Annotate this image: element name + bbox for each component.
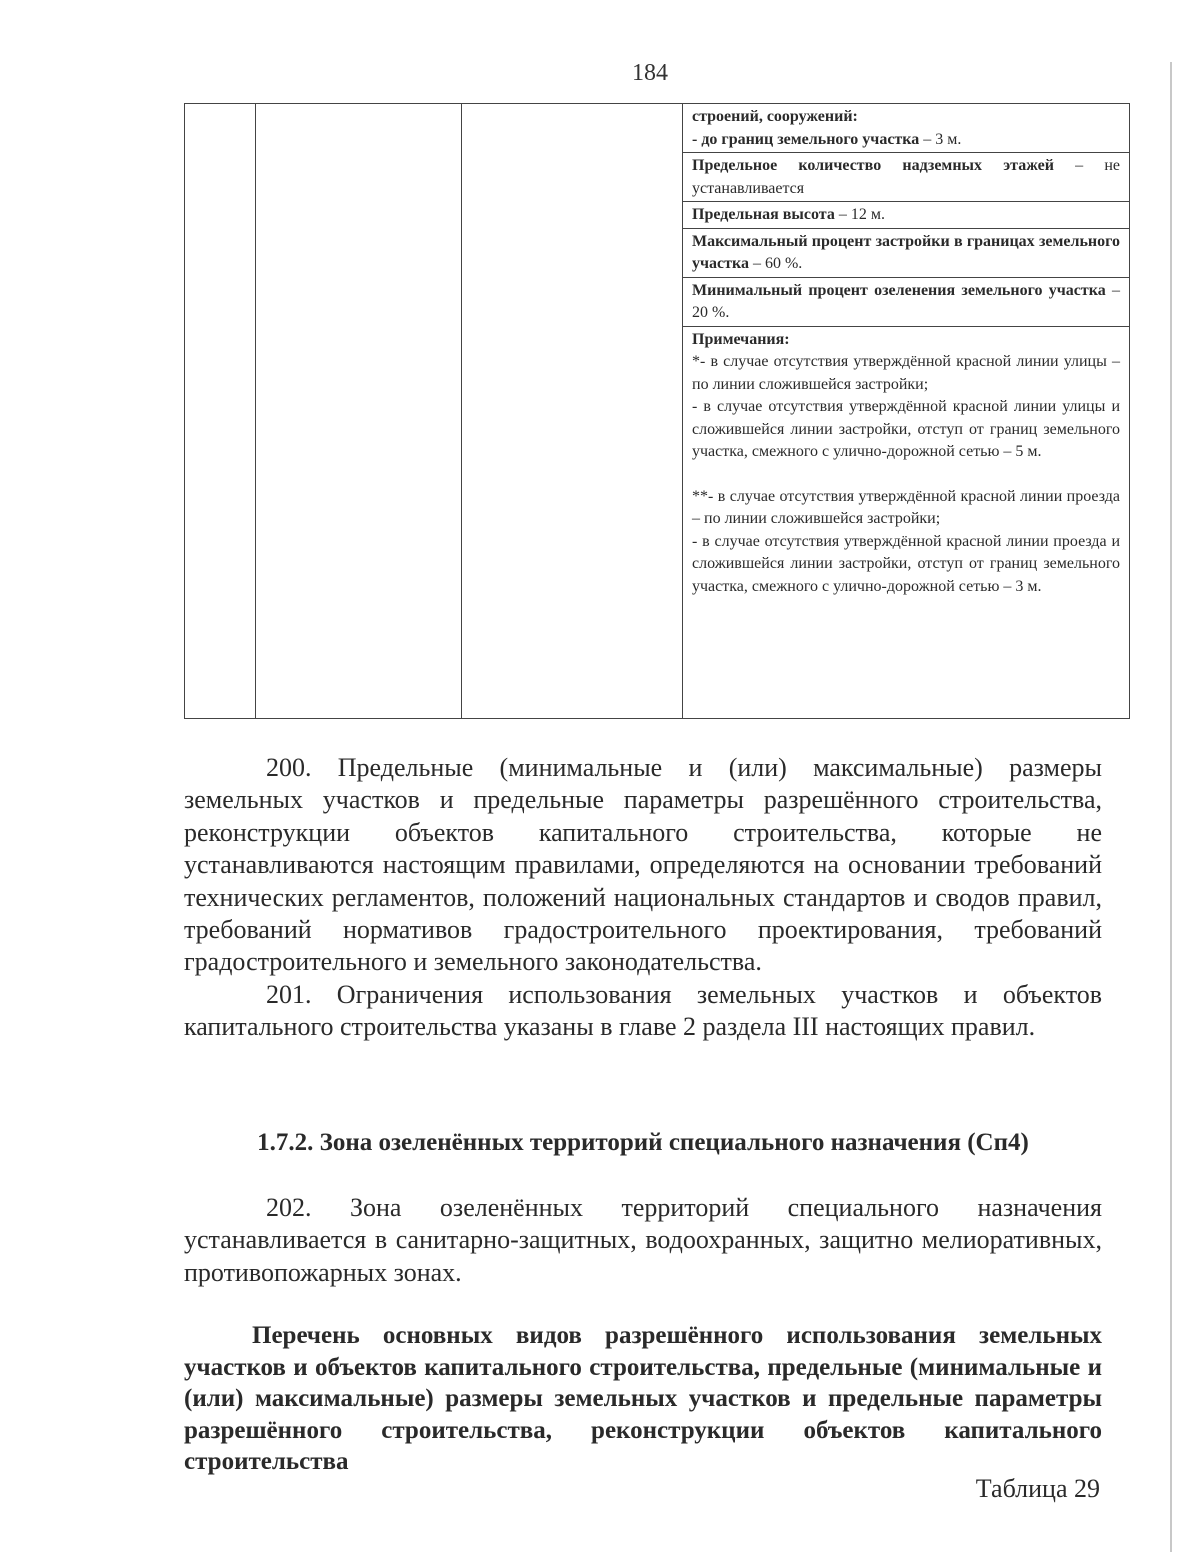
param-value: – 60 %.	[748, 255, 803, 272]
param-value: – не устанавливается	[692, 157, 1120, 197]
param-text: Максимальный процент застройки в границах земельного участка	[692, 232, 1120, 272]
scan-edge-line	[1170, 62, 1172, 1552]
parameters-table	[184, 103, 1130, 719]
note-line: *- в случае отсутствия утверждённой красной линии улицы – по линии сложившейся застройки;	[692, 353, 1120, 393]
table-label: Таблица 29	[975, 1474, 1100, 1503]
table-cell-code	[185, 104, 256, 719]
note-line: - в случае отсутствия утверждённой красной линии проезда и сложившейся линии застройки, отступ от границ земельного участка, смежного с улично-дорожной сетью – 3 м.	[692, 532, 1120, 595]
list-title: Перечень основных видов разрешённого использования земельных участков и объектов капитального строительства, предельные (минимальные и (или) максимальные) размеры земельных участков и предельные параметры разрешённого строительства, реконструкции объектов капитального строительства	[184, 1322, 1102, 1475]
notes-block	[683, 327, 1129, 600]
notes-title: Примечания:	[692, 330, 790, 348]
param-block-setback	[683, 104, 1129, 153]
list-title-block	[184, 1320, 1102, 1478]
paragraph-200: 200. Предельные (минимальные и (или) максимальные) размеры земельных участков и предельные параметры разрешённого строительства, реконструкции объектов капитального строительства, которые не устанавливаются настоящим правилами, определяются на основании требований технических регламентов, положений национальных стандартов и сводов правил, требований нормативов градостроительного проектирования, требований градостроительного и земельного законодательства.	[184, 753, 1102, 977]
note-line: - в случае отсутствия утверждённой красной линии улицы и сложившейся линии застройки, отступ от границ земельного участка, смежного с улично-дорожной сетью – 5 м.	[692, 398, 1120, 460]
paragraph-201: 201. Ограничения использования земельных участков и объектов капитального строительства указаны в главе 2 раздела III настоящих правил.	[184, 979, 1102, 1042]
note-line: **- в случае отсутствия утверждённой красной линии проезда – по линии сложившейся застройки;	[692, 487, 1120, 527]
paragraph-202-block	[184, 1192, 1102, 1289]
param-text: Предельное количество надземных этажей	[692, 157, 1054, 174]
param-block-greening	[683, 278, 1129, 327]
table-cell-name	[256, 104, 462, 719]
page-number: 184	[632, 60, 668, 86]
paragraphs-200-201	[184, 752, 1102, 1044]
param-value: – 20 %.	[692, 281, 1121, 321]
param-block-height	[683, 202, 1129, 229]
param-text: Предельная высота	[692, 206, 835, 223]
table-row	[185, 104, 1130, 719]
paragraph-202: 202. Зона озеленённых территорий специального назначения устанавливается в санитарно-защитных, водоохранных, защитно мелиоративных, противопожарных зонах.	[184, 1193, 1102, 1287]
param-block-floors	[683, 153, 1129, 202]
section-heading: 1.7.2. Зона озеленённых территорий специального назначения (Сп4)	[257, 1129, 1029, 1156]
param-value: – 12 м.	[834, 206, 885, 223]
param-text: строений, сооружений:	[692, 108, 858, 125]
param-value: – 3 м.	[919, 130, 962, 148]
param-text: - до границ земельного участка	[692, 130, 920, 148]
table-cell-description	[462, 104, 683, 719]
table-cell-parameters	[683, 104, 1130, 719]
param-text: Минимальный процент озеленения земельного участка	[692, 281, 1106, 299]
note-gap	[692, 464, 1120, 486]
param-block-coverage	[683, 229, 1129, 278]
